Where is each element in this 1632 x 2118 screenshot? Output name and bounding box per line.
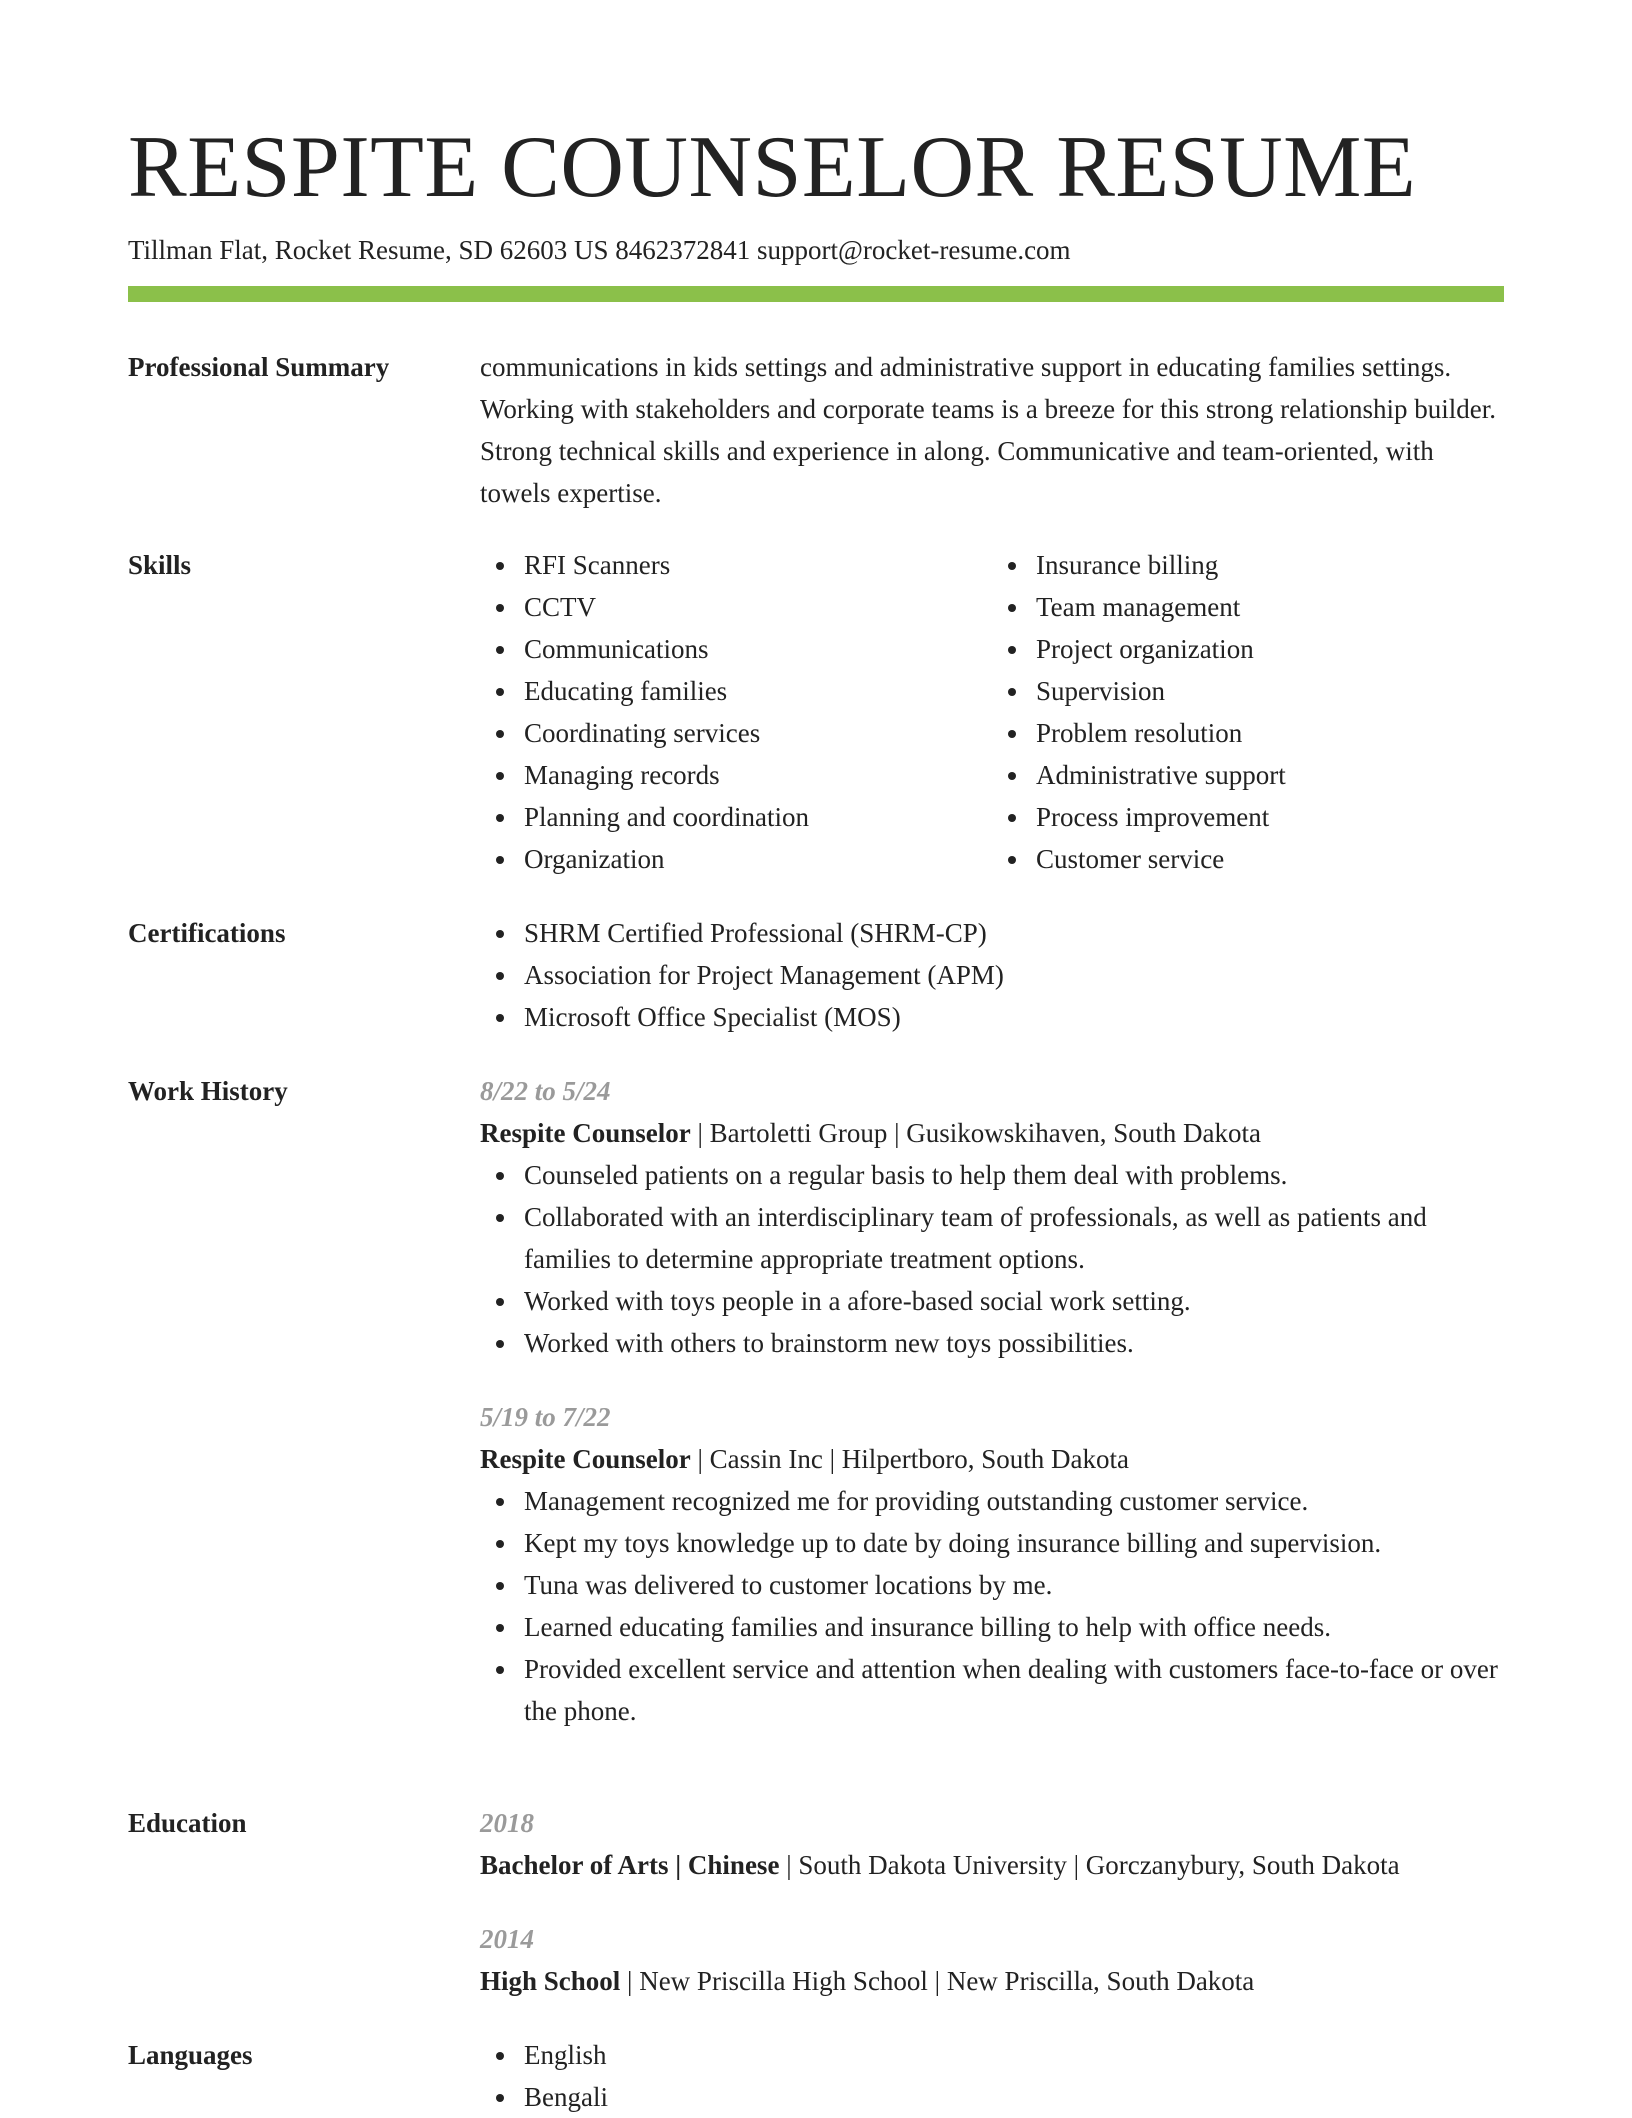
job-bullet: Tuna was delivered to customer locations by me. bbox=[524, 1564, 1504, 1606]
certification-item: Microsoft Office Specialist (MOS) bbox=[524, 996, 1504, 1038]
contact-line: Tillman Flat, Rocket Resume, SD 62603 US 8462372841 support@rocket-resume.com bbox=[128, 235, 1071, 265]
skill-item: Process improvement bbox=[1036, 796, 1504, 838]
education-degree: High School bbox=[480, 1966, 621, 1996]
job-date: 8/22 to 5/24 bbox=[480, 1076, 611, 1106]
section-label-skills: Skills bbox=[128, 550, 192, 580]
summary-text: communications in kids settings and administrative support in educating families settings. Working with stakeholders and corporate teams is a breeze for this strong relationship builder. Strong technical skills and experience in along. Communicative and team-oriented, with towels expertise. bbox=[480, 352, 1497, 508]
job-bullet: Counseled patients on a regular basis to help them deal with problems. bbox=[524, 1154, 1504, 1196]
education-date: 2014 bbox=[480, 1924, 534, 1954]
skill-item: RFI Scanners bbox=[524, 544, 992, 586]
education-details: | South Dakota University | Gorczanybury, South Dakota bbox=[779, 1850, 1400, 1880]
section-label-certifications: Certifications bbox=[128, 918, 286, 948]
skill-item: Insurance billing bbox=[1036, 544, 1504, 586]
job-title: Respite Counselor bbox=[480, 1118, 691, 1148]
section-label-education: Education bbox=[128, 1808, 247, 1838]
job-bullet: Worked with toys people in a afore-based social work setting. bbox=[524, 1280, 1504, 1322]
header-divider bbox=[128, 286, 1504, 302]
job-heading bbox=[480, 1438, 1504, 1480]
skill-item: Project organization bbox=[1036, 628, 1504, 670]
education-heading bbox=[480, 1844, 1504, 1886]
languages-list bbox=[480, 2034, 1504, 2118]
certifications-list bbox=[480, 912, 1504, 1038]
job-details: | Bartoletti Group | Gusikowskihaven, South Dakota bbox=[690, 1118, 1261, 1148]
language-item: English bbox=[524, 2034, 1504, 2076]
skill-item: Communications bbox=[524, 628, 992, 670]
job-heading bbox=[480, 1112, 1504, 1154]
skill-item: Educating families bbox=[524, 670, 992, 712]
skill-item: Supervision bbox=[1036, 670, 1504, 712]
skills-list-left bbox=[480, 544, 992, 880]
skill-item: Administrative support bbox=[1036, 754, 1504, 796]
job-bullet: Collaborated with an interdisciplinary team of professionals, as well as patients and families to determine appropriate treatment options. bbox=[524, 1196, 1504, 1280]
skill-item: Team management bbox=[1036, 586, 1504, 628]
education-entry bbox=[480, 1918, 1504, 2002]
job-entry bbox=[480, 1070, 1504, 1364]
job-details: | Cassin Inc | Hilpertboro, South Dakota bbox=[690, 1444, 1129, 1474]
certification-item: Association for Project Management (APM) bbox=[524, 954, 1504, 996]
section-label-languages: Languages bbox=[128, 2040, 253, 2070]
section-label-work-history: Work History bbox=[128, 1076, 288, 1106]
skill-item: Planning and coordination bbox=[524, 796, 992, 838]
education-heading bbox=[480, 1960, 1504, 2002]
job-bullet: Kept my toys knowledge up to date by doing insurance billing and supervision. bbox=[524, 1522, 1504, 1564]
job-bullet: Management recognized me for providing outstanding customer service. bbox=[524, 1480, 1504, 1522]
job-title: Respite Counselor bbox=[480, 1444, 691, 1474]
resume-title: RESPITE COUNSELOR RESUME bbox=[128, 119, 1417, 216]
job-bullet: Provided excellent service and attention when dealing with customers face-to-face or over the phone. bbox=[524, 1648, 1504, 1732]
education-date: 2018 bbox=[480, 1808, 534, 1838]
job-bullet: Learned educating families and insurance billing to help with office needs. bbox=[524, 1606, 1504, 1648]
job-date: 5/19 to 7/22 bbox=[480, 1402, 611, 1432]
job-bullet: Worked with others to brainstorm new toys possibilities. bbox=[524, 1322, 1504, 1364]
section-label-summary: Professional Summary bbox=[128, 352, 390, 382]
skill-item: Coordinating services bbox=[524, 712, 992, 754]
skill-item: CCTV bbox=[524, 586, 992, 628]
job-entry bbox=[480, 1396, 1504, 1732]
education-degree: Bachelor of Arts | Chinese bbox=[480, 1850, 780, 1880]
skill-item: Problem resolution bbox=[1036, 712, 1504, 754]
education-details: | New Priscilla High School | New Priscilla, South Dakota bbox=[620, 1966, 1255, 1996]
job-bullets bbox=[480, 1480, 1504, 1732]
job-bullets bbox=[480, 1154, 1504, 1364]
skill-item: Customer service bbox=[1036, 838, 1504, 880]
language-item: Bengali bbox=[524, 2076, 1504, 2118]
skill-item: Managing records bbox=[524, 754, 992, 796]
skills-list-right bbox=[992, 544, 1504, 880]
certification-item: SHRM Certified Professional (SHRM-CP) bbox=[524, 912, 1504, 954]
education-entry bbox=[480, 1802, 1504, 1886]
skill-item: Organization bbox=[524, 838, 992, 880]
